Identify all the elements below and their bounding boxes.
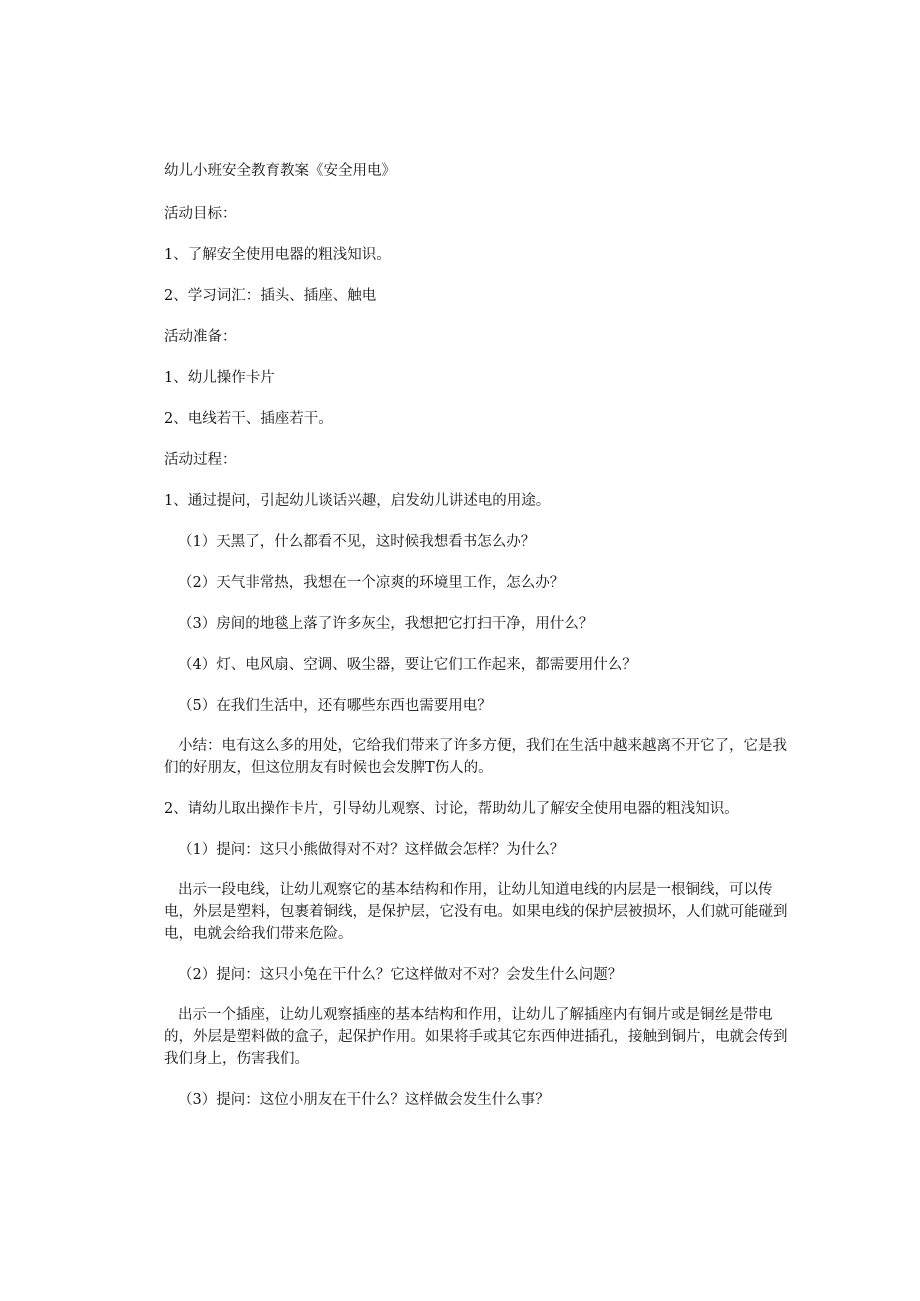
question-4: （4）灯、电风扇、空调、吸尘器，要让它们工作起来，都需要用什么？ (178, 657, 637, 673)
goal-heading: 活动目标： (164, 206, 237, 222)
prep-heading: 活动准备： (164, 329, 237, 345)
question-2: （2）天气非常热，我想在一个凉爽的环境里工作，怎么办？ (178, 575, 565, 591)
document-title: 幼儿小班安全教育教案《安全用电》 (164, 163, 396, 179)
prep-item-1: 1、幼儿操作卡片 (164, 370, 275, 386)
process-heading: 活动过程： (164, 452, 237, 468)
question-1: （1）天黑了，什么都看不见，这时候我想看书怎么办？ (178, 534, 536, 550)
socket-explanation: 出示一个插座，让幼儿观察插座的基本结构和作用，让幼儿了解插座内有铜片或是铜丝是带电的，外层是塑料做的盒子，起保护作用。如果将手或其它东西伸进插孔，接触到铜片，电就会传到我们身上，伤害我们。 (164, 1007, 788, 1067)
process-step-1: 1、通过提问，引起幼儿谈话兴趣，启发幼儿讲述电的用途。 (164, 493, 551, 509)
goal-item-2: 2、学习词汇：插头、插座、触电 (164, 288, 377, 304)
process-step-2: 2、请幼儿取出操作卡片，引导幼儿观察、讨论，帮助幼儿了解安全使用电器的粗浅知识。 (164, 801, 739, 817)
summary-paragraph: 小结：电有这么多的用处，它给我们带来了许多方便，我们在生活中越来越离不开它了，它是我们的好朋友，但这位朋友有时候也会发脾T伤人的。 (164, 738, 787, 776)
question-3: （3）房间的地毯上落了许多灰尘，我想把它打扫干净，用什么？ (178, 616, 594, 632)
card-question-3: （3）提问：这位小朋友在干什么？这样做会发生什么事？ (178, 1092, 550, 1108)
card-question-2: （2）提问：这只小兔在干什么？它这样做对不对？会发生什么问题？ (178, 967, 623, 983)
wire-explanation: 出示一段电线，让幼儿观察它的基本结构和作用，让幼儿知道电线的内层是一根铜线，可以传电，外层是塑料，包裹着铜线，是保护层，它没有电。如果电线的保护层被损坏，人们就可能碰到电，电就会给我们带来危险。 (164, 882, 788, 942)
goal-item-1: 1、了解安全使用电器的粗浅知识。 (164, 247, 391, 263)
question-5: （5）在我们生活中，还有哪些东西也需要用电？ (178, 698, 492, 714)
prep-item-2: 2、电线若干、插座若干。 (164, 411, 333, 427)
card-question-1: （1）提问：这只小熊做得对不对？这样做会怎样？为什么？ (178, 842, 565, 858)
